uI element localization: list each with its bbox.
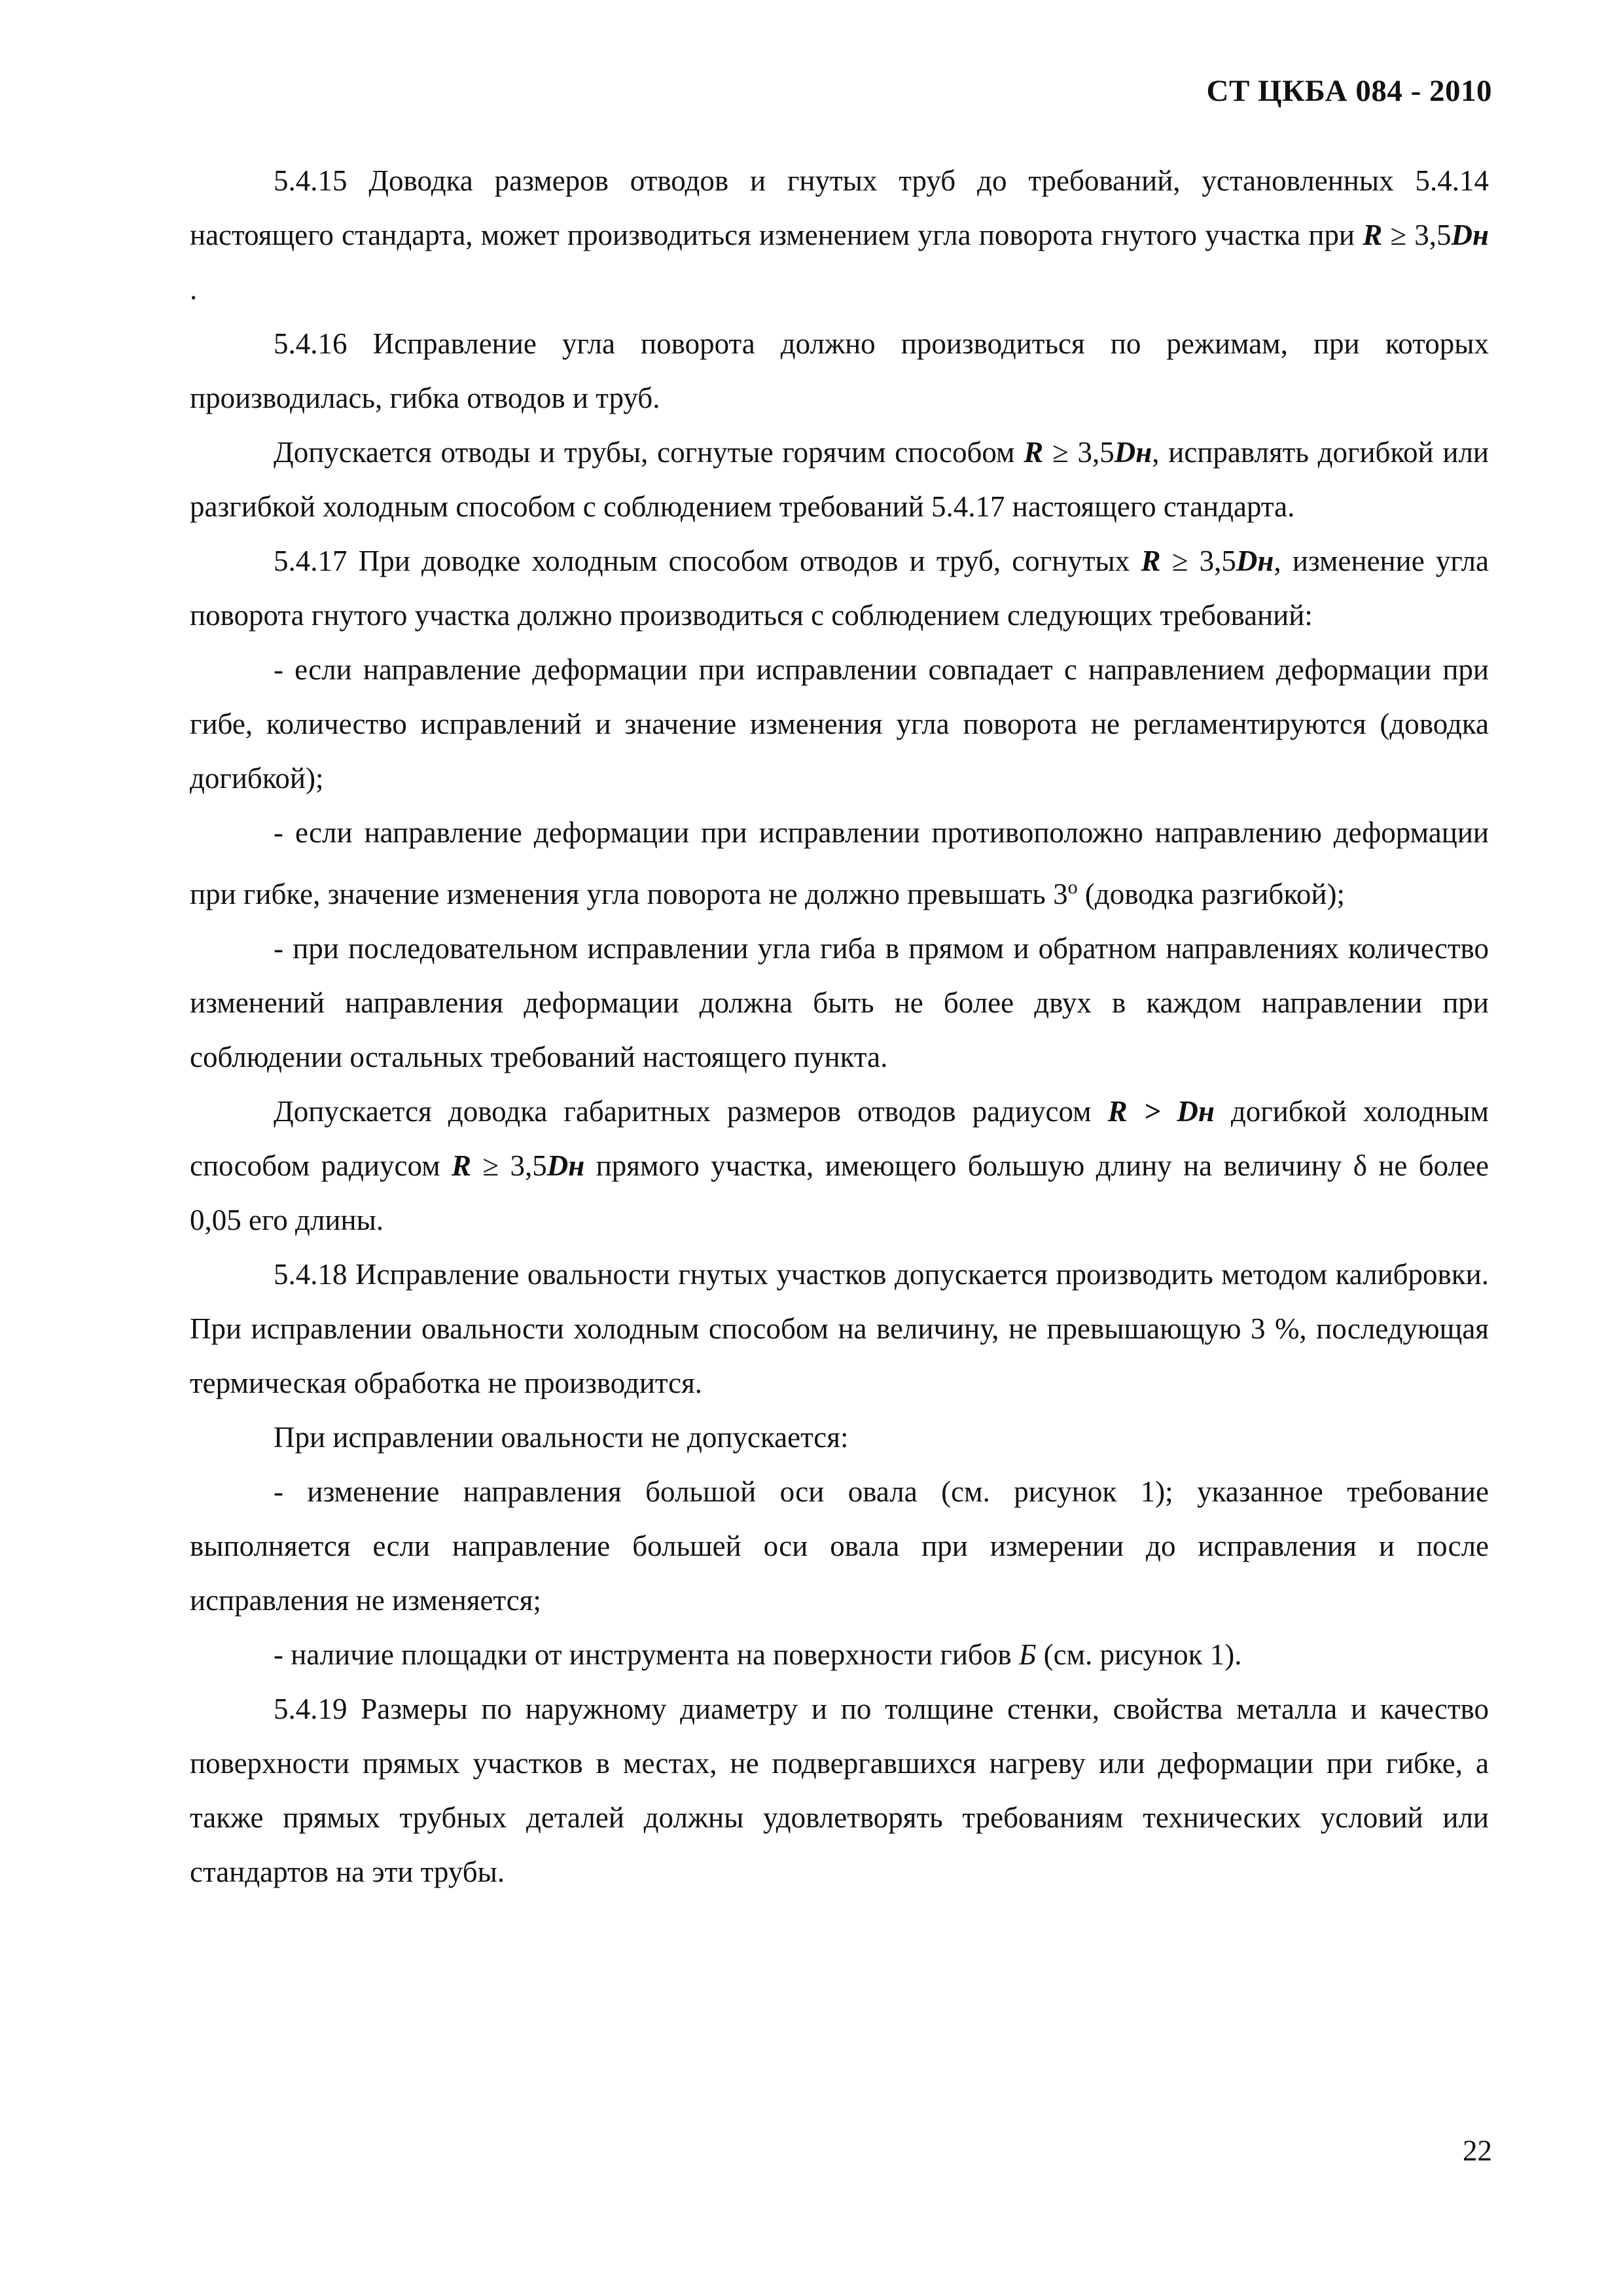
list-item-tool-flat: - наличие площадки от инструмента на поверхности гибов Б (см. рисунок 1). xyxy=(274,1638,1242,1671)
paragraph-5-4-15: 5.4.15 Доводка размеров отводов и гнутых труб до требований, установленных 5.4.14 настоящего стандарта, может производиться изменением угла поворота гнутого участка при R ≥ 3,5Dн . xyxy=(190,164,1489,306)
document-body xyxy=(190,154,1489,1899)
symbol-r: R xyxy=(1024,436,1044,469)
symbol-r: R xyxy=(1107,1095,1128,1128)
symbol-r: R xyxy=(1363,219,1383,251)
paragraph-ovality-not-allowed: При исправлении овальности не допускается: xyxy=(274,1421,849,1454)
symbol-r: R xyxy=(452,1149,472,1182)
page-number: 22 xyxy=(1463,2134,1492,2167)
symbol-dn: Dн xyxy=(1236,545,1274,577)
paragraph-5-4-16: 5.4.16 Исправление угла поворота должно производиться по режимам, при которых производилась, гибка отводов и труб. xyxy=(190,327,1489,414)
symbol-dn: Dн xyxy=(1114,436,1152,469)
list-item-same-direction: - если направление деформации при исправлении совпадает с направлением деформации при гибе, количество исправлений и значение изменения угла поворота не регламентируются (доводка догибкой); xyxy=(190,653,1489,795)
symbol-r: R xyxy=(1141,545,1161,577)
paragraph-5-4-19: 5.4.19 Размеры по наружному диаметру и по толщине стенки, свойства металла и качество поверхности прямых участков в местах, не подвергавшихся нагреву или деформации при гибке, а также прямых трубных деталей должны удовлетворять требованиям технических условий или стандартов на эти трубы. xyxy=(190,1693,1489,1888)
list-item-axis-direction: - изменение направления большой оси овала (см. рисунок 1); указанное требование выполняется если направление большей оси овала при измерении до исправления и после исправления не изменяется; xyxy=(190,1475,1489,1617)
list-item-sequential-correction: - при последовательном исправлении угла гиба в прямом и обратном направлениях количество изменений направления деформации должна быть не более двух в каждом направлении при соблюдении остальных требований настоящего пункта. xyxy=(190,932,1489,1073)
paragraph-dimension-finishing: Допускается доводка габаритных размеров отводов радиусом R > Dн догибкой холодным способом радиусом R ≥ 3,5Dн прямого участка, имеющего большую длину на величину δ не более 0,05 его длины. xyxy=(190,1095,1489,1236)
symbol-dn: Dн xyxy=(1451,219,1489,251)
paragraph-hot-bend-allowance: Допускается отводы и трубы, согнутые горячим способом R ≥ 3,5Dн, исправлять догибкой или разгибкой холодным способом с соблюдением требований 5.4.17 настоящего стандарта. xyxy=(190,436,1489,523)
symbol-dn: Dн xyxy=(1177,1095,1215,1128)
document-code: СТ ЦКБА 084 - 2010 xyxy=(1206,74,1492,108)
degree-superscript: о xyxy=(1067,876,1078,898)
paragraph-5-4-17: 5.4.17 При доводке холодным способом отводов и труб, согнутых R ≥ 3,5Dн, изменение угла поворота гнутого участка должно производиться с соблюдением следующих требований: xyxy=(190,545,1489,632)
list-item-opposite-direction: - если направление деформации при исправлении противоположно направлению деформации при гибке, значение изменения угла поворота не должно превышать $3^о$ (доводка разгибкой); xyxy=(190,816,1489,910)
symbol-dn: Dн xyxy=(546,1149,585,1182)
symbol-b: Б xyxy=(1018,1638,1037,1671)
paragraph-5-4-18: 5.4.18 Исправление овальности гнутых участков допускается производить методом калибровки. При исправлении овальности холодным способом на величину, не превышающую 3 %, последующая термическая обработка не производится. xyxy=(190,1258,1489,1399)
